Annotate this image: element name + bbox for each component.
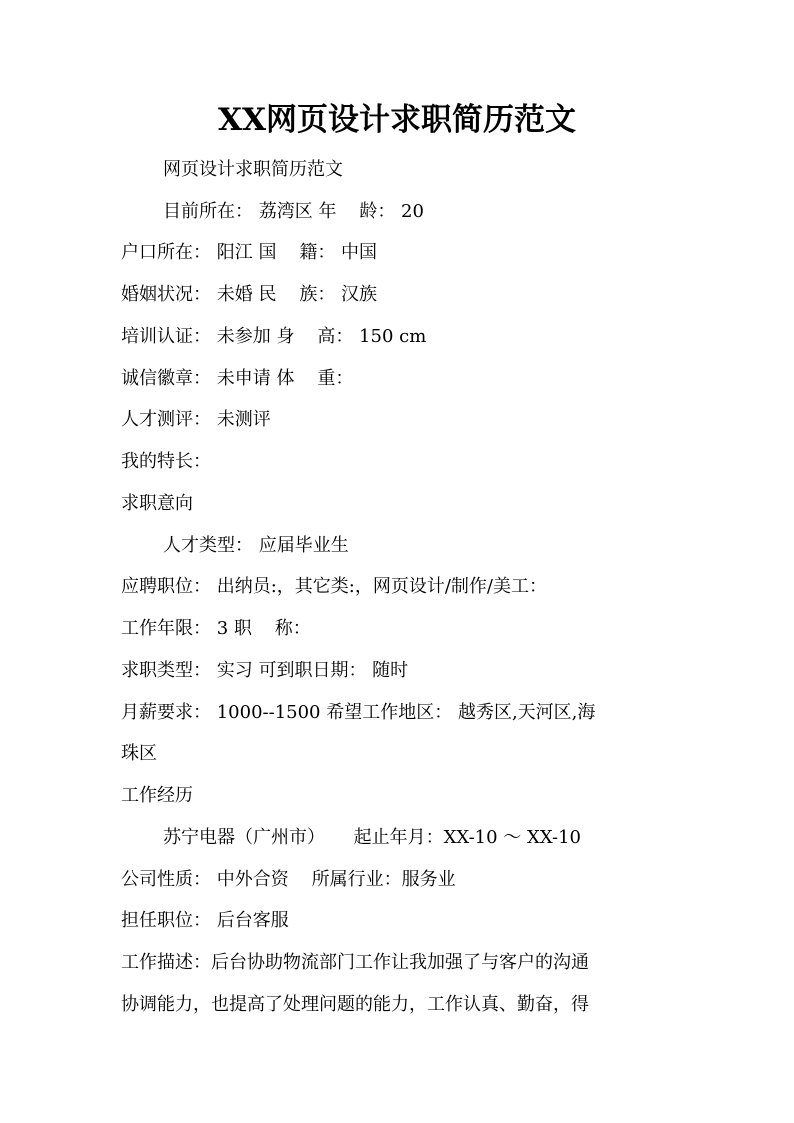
- training-line: 培训认证： 未参加 身 高： 150 cm: [121, 326, 427, 347]
- assessment-line: 人才测评： 未测评: [121, 409, 271, 430]
- credit-line: 诚信徽章： 未申请 体 重：: [121, 368, 354, 389]
- years-line: 工作年限： 3 职 称：: [121, 618, 311, 639]
- salary-line: 月薪要求： 1000--1500 希望工作地区： 越秀区,天河区,海: [121, 702, 596, 723]
- experience-heading: 工作经历: [121, 785, 193, 806]
- subtitle-line: 网页设计求职简历范文: [163, 159, 343, 180]
- hukou-line: 户口所在： 阳江 国 籍： 中国: [121, 242, 378, 263]
- company-line: 苏宁电器（广州市） 起止年月：XX-10 ～ XX-10: [163, 827, 581, 848]
- salary-continued-line: 珠区: [121, 743, 157, 764]
- job-type-line: 求职类型： 实习 可到职日期： 随时: [121, 660, 409, 681]
- talent-type-line: 人才类型： 应届毕业生: [163, 535, 349, 556]
- role-line: 担任职位： 后台客服: [121, 910, 289, 931]
- position-line: 应聘职位： 出纳员:，其它类:，网页设计/制作/美工：: [121, 576, 547, 597]
- current-location-line: 目前所在： 荔湾区 年 龄： 20: [163, 201, 424, 222]
- company-type-line: 公司性质： 中外合资 所属行业：服务业: [121, 869, 456, 890]
- description-line-1: 工作描述：后台协助物流部门工作让我加强了与客户的沟通: [121, 952, 589, 973]
- intent-heading: 求职意向: [121, 493, 193, 514]
- description-line-2: 协调能力，也提高了处理问题的能力，工作认真、勤奋，得: [121, 994, 589, 1015]
- document-title: XX网页设计求职简历范文: [217, 102, 577, 138]
- marital-line: 婚姻状况： 未婚 民 族： 汉族: [121, 284, 378, 305]
- specialty-line: 我的特长：: [121, 451, 211, 472]
